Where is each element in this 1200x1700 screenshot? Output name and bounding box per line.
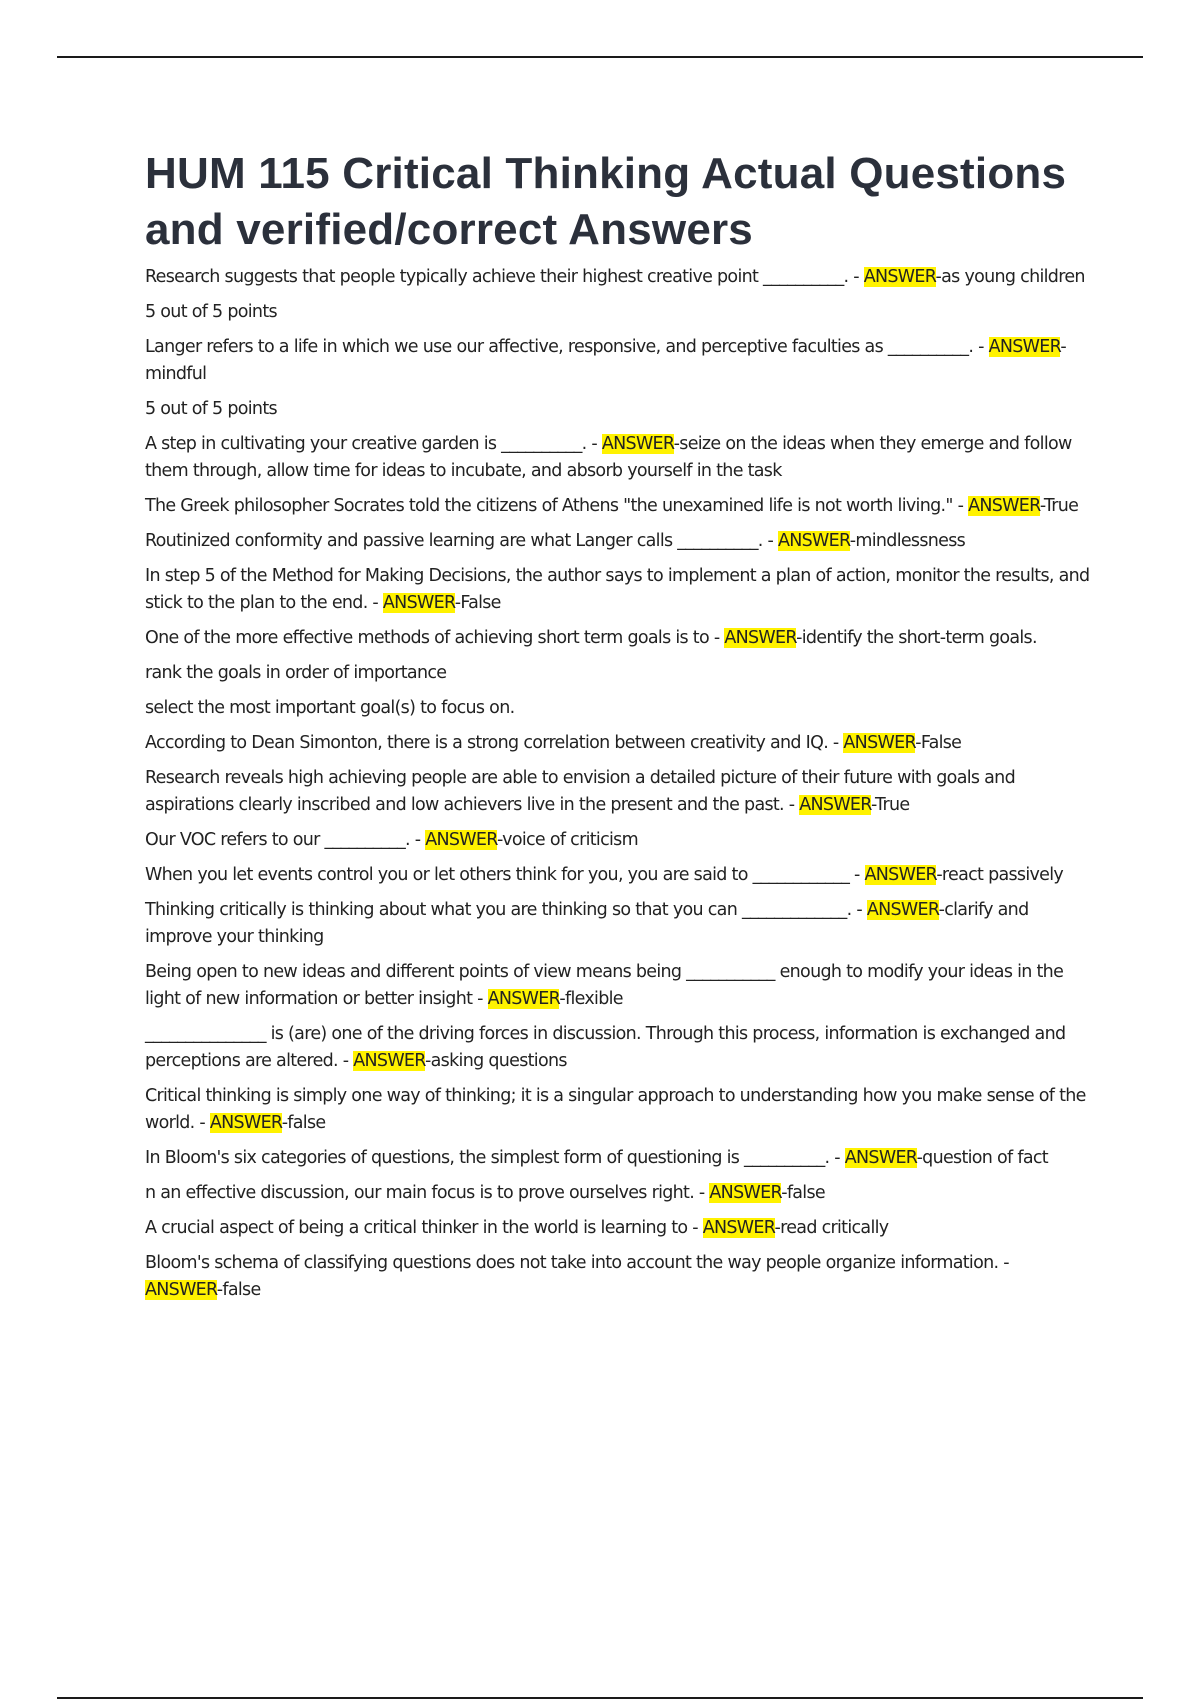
answer-tag: ANSWER (209, 1113, 282, 1133)
question-text: Our VOC refers to our __________. - (145, 830, 426, 850)
answer-tag: ANSWER (601, 434, 674, 454)
question-answer-item (145, 264, 1090, 291)
question-text: Thinking critically is thinking about what you are thinking so that you can _____________. - (145, 900, 867, 920)
answer-text: -false (216, 1280, 261, 1300)
answer-text: -seize on the ideas when they emerge and follow them through, allow time for ideas to incubate, and absorb yourself in the task (145, 434, 1072, 481)
answer-text: -clarify and improve your thinking (145, 900, 1029, 947)
answer-tag: ANSWER (425, 830, 498, 850)
answer-text: -True (871, 795, 910, 815)
qa-list (145, 264, 1090, 1304)
question-text: In Bloom's six categories of questions, the simplest form of questioning is __________. - (145, 1148, 845, 1168)
answer-text: -False (915, 733, 962, 753)
question-answer-item (145, 1215, 1090, 1242)
answer-tag: ANSWER (799, 795, 872, 815)
question-answer-item (145, 1180, 1090, 1207)
question-answer-item (145, 1021, 1090, 1075)
answer-tag: ANSWER (353, 1051, 426, 1071)
answer-tag: ANSWER (709, 1183, 782, 1203)
question-answer-item (145, 765, 1090, 819)
question-answer-item (145, 1250, 1090, 1304)
question-text: Routinized conformity and passive learning are what Langer calls __________. - (145, 531, 778, 551)
answer-text: -mindful (145, 337, 1066, 384)
answer-tag: ANSWER (844, 1148, 917, 1168)
question-answer-item (145, 528, 1090, 555)
answer-text: -True (1039, 496, 1079, 516)
answer-text: -voice of criticism (497, 830, 638, 850)
answer-tag: ANSWER (145, 1280, 217, 1300)
answer-text: -false (781, 1183, 825, 1203)
question-text: According to Dean Simonton, there is a strong correlation between creativity and IQ. - (145, 733, 844, 753)
answer-tag: ANSWER (866, 900, 939, 920)
question-answer-item (145, 334, 1090, 388)
answer-tag: ANSWER (864, 865, 937, 885)
answer-tag: ANSWER (843, 733, 916, 753)
question-text: Langer refers to a life in which we use our affective, responsive, and perceptive faculties as __________. - (145, 337, 989, 357)
question-text: A crucial aspect of being a critical thinker in the world is learning to - (145, 1218, 703, 1238)
answer-text: -identify the short-term goals. (796, 628, 1037, 648)
bottom-rule (57, 1697, 1143, 1699)
question-answer-item (145, 1145, 1090, 1172)
answer-tag: ANSWER (777, 531, 850, 551)
question-answer-item (145, 730, 1090, 757)
question-answer-item (145, 959, 1090, 1013)
document-title: HUM 115 Critical Thinking Actual Questions and verified/correct Answers (145, 149, 1067, 254)
question-text: n an effective discussion, our main focus is to prove ourselves right. - (145, 1183, 710, 1203)
answer-text: -question of fact (916, 1148, 1048, 1168)
plain-line: 5 out of 5 points (145, 302, 277, 322)
question-answer-item (145, 862, 1090, 889)
plain-line: rank the goals in order of importance (145, 663, 447, 683)
question-answer-item (145, 431, 1090, 485)
answer-text: -read critically (774, 1218, 889, 1238)
answer-text: -flexible (559, 989, 623, 1009)
question-answer-item (145, 827, 1090, 854)
answer-tag: ANSWER (988, 337, 1061, 357)
question-text: Research suggests that people typically achieve their highest creative point __________. - (145, 267, 864, 287)
document-body (145, 146, 1090, 1312)
question-text: When you let events control you or let others think for you, you are said to ____________ - (145, 865, 865, 885)
question-text: One of the more effective methods of achieving short term goals is to - (145, 628, 725, 648)
answer-tag: ANSWER (702, 1218, 775, 1238)
question-text: Bloom's schema of classifying questions does not take into account the way people organize information. - (145, 1253, 1009, 1273)
plain-line: 5 out of 5 points (145, 399, 277, 419)
answer-tag: ANSWER (382, 593, 455, 613)
question-text: _______________ is (are) one of the driving forces in discussion. Through this process, information is exchanged and perceptions are altered. - (145, 1024, 1066, 1071)
answer-text: -false (281, 1113, 326, 1133)
answer-text: -False (454, 593, 501, 613)
answer-text: -asking questions (425, 1051, 567, 1071)
question-answer-item (145, 1083, 1090, 1137)
question-text: In step 5 of the Method for Making Decisions, the author says to implement a plan of action, monitor the results, and stick to the plan to the end. - (145, 566, 1090, 613)
question-answer-item (145, 563, 1090, 617)
question-answer-item (145, 897, 1090, 951)
answer-text: -as young children (935, 267, 1085, 287)
question-text: Research reveals high achieving people are able to envision a detailed picture of their future with goals and aspirations clearly inscribed and low achievers live in the present and the past. - (145, 768, 1015, 815)
question-text: A step in cultivating your creative garden is __________. - (145, 434, 602, 454)
question-text: Being open to new ideas and different points of view means being ___________ enough to modify your ideas in the light of new information or better insight - (145, 962, 1064, 1009)
answer-tag: ANSWER (724, 628, 797, 648)
plain-line: select the most important goal(s) to focus on. (145, 698, 515, 718)
answer-text: -react passively (936, 865, 1064, 885)
question-answer-item (145, 625, 1090, 652)
question-answer-item (145, 493, 1090, 520)
answer-tag: ANSWER (487, 989, 560, 1009)
answer-tag: ANSWER (968, 496, 1040, 516)
question-text: The Greek philosopher Socrates told the citizens of Athens "the unexamined life is not worth living." - (145, 496, 969, 516)
top-rule (57, 56, 1143, 58)
answer-tag: ANSWER (863, 267, 936, 287)
answer-text: -mindlessness (849, 531, 966, 551)
question-text: Critical thinking is simply one way of thinking; it is a singular approach to understanding how you make sense of the world. - (145, 1086, 1086, 1133)
